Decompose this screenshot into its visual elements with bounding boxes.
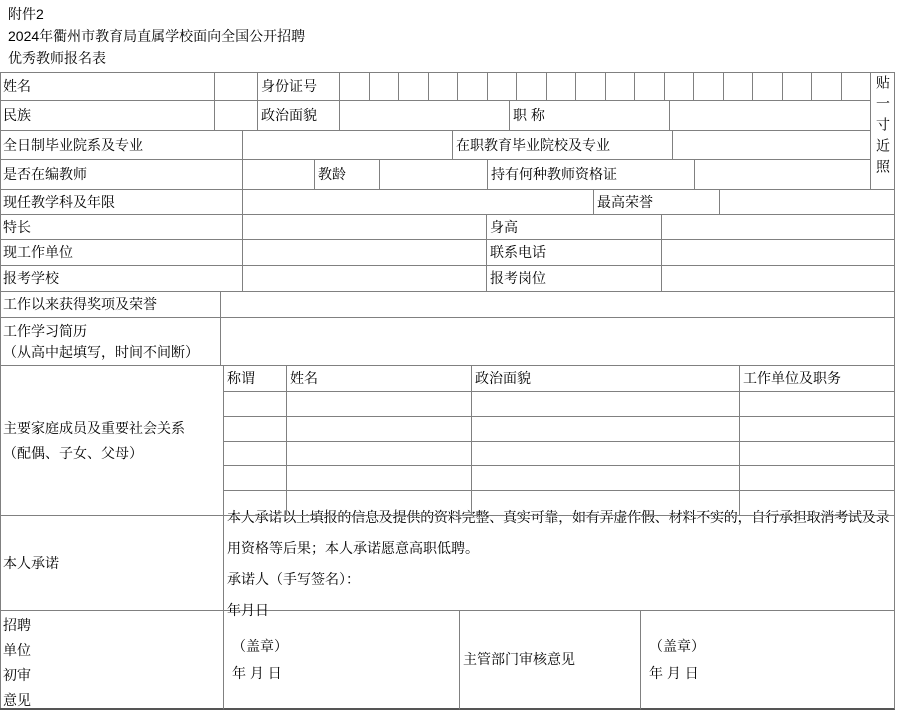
professional-title-label-cell: 职 称: [510, 101, 670, 131]
employer-label-cell: 现工作单位: [0, 240, 243, 266]
family-relation-cell[interactable]: [224, 417, 287, 442]
family-name-cell[interactable]: [287, 491, 472, 516]
id-digit-cell[interactable]: [399, 72, 429, 101]
pledge-content-cell: [224, 508, 895, 618]
attachment-label: 附件2: [8, 6, 44, 22]
current-subject-value-cell[interactable]: [243, 190, 594, 215]
political-status-value-cell[interactable]: [340, 101, 510, 131]
name-value-cell[interactable]: [215, 72, 258, 101]
family-relation-cell[interactable]: [224, 466, 287, 491]
phone-label-cell: 联系电话: [487, 240, 662, 266]
review-left-line2: 单位: [3, 642, 31, 658]
id-digit-cell[interactable]: [724, 72, 753, 101]
fulltime-education-label-cell: 全日制毕业院系及专业: [0, 131, 243, 160]
id-digit-cell[interactable]: [429, 72, 458, 101]
family-name-cell[interactable]: [287, 466, 472, 491]
id-digit-cell[interactable]: [606, 72, 635, 101]
id-digit-cell[interactable]: [812, 72, 842, 101]
review-left-line1: 招聘: [3, 617, 31, 633]
pledge-date-label: 年月日: [227, 601, 269, 618]
photo-instruction-text: 贴一寸近照: [875, 75, 891, 180]
seniority-label-cell: 教龄: [315, 160, 380, 190]
political-status-label-cell: 政治面貌: [258, 101, 340, 131]
height-value-cell[interactable]: [662, 215, 895, 240]
stamp-label-2: （盖章）: [649, 637, 705, 654]
id-digit-cell[interactable]: [458, 72, 488, 101]
family-name-cell[interactable]: [287, 417, 472, 442]
form-title-line1: 2024年衢州市教育局直属学校面向全国公开招聘: [8, 28, 306, 44]
family-relation-cell[interactable]: [224, 442, 287, 466]
family-workunit-cell[interactable]: [740, 466, 895, 491]
family-header-name-cell: 姓名: [287, 366, 472, 392]
professional-title-value-cell[interactable]: [670, 101, 871, 131]
family-name-cell[interactable]: [287, 442, 472, 466]
id-digit-cell[interactable]: [783, 72, 812, 101]
id-number-label-cell: 身份证号: [258, 72, 340, 101]
employer-value-cell[interactable]: [243, 240, 487, 266]
stamp-date-2: 年 月 日: [649, 664, 699, 681]
pledge-text-line1: 本人承诺以上填报的信息及提供的资料完整、真实可靠，如有弄虚作假、材料不实的，自行承担取消考试及录: [227, 508, 890, 525]
inservice-education-value-cell[interactable]: [673, 131, 871, 160]
pledge-label-cell: 本人承诺: [0, 516, 224, 611]
id-digit-cell[interactable]: [488, 72, 517, 101]
established-teacher-label-cell: 是否在编教师: [0, 160, 243, 190]
review-left-label-cell: [0, 611, 224, 710]
form-title-line2: 优秀教师报名表: [8, 50, 106, 66]
family-workunit-cell[interactable]: [740, 417, 895, 442]
apply-position-value-cell[interactable]: [662, 266, 895, 292]
phone-value-cell[interactable]: [662, 240, 895, 266]
family-political-cell[interactable]: [472, 442, 740, 466]
certificate-label-cell: 持有何种教师资格证: [488, 160, 695, 190]
family-header-relation-cell: 称谓: [224, 366, 287, 392]
current-subject-label-cell: 现任教学科及年限: [0, 190, 243, 215]
stamp-date-1: 年 月 日: [232, 664, 282, 681]
family-section-label-cell: [0, 366, 224, 516]
review-left-line4: 意见: [3, 692, 31, 708]
name-label-cell: 姓名: [0, 72, 215, 101]
ethnicity-value-cell[interactable]: [215, 101, 258, 131]
apply-position-label-cell: 报考岗位: [487, 266, 662, 292]
family-workunit-cell[interactable]: [740, 442, 895, 466]
family-political-cell[interactable]: [472, 466, 740, 491]
id-digit-cell[interactable]: [547, 72, 576, 101]
awards-label-cell: 工作以来获得奖项及荣誉: [0, 292, 221, 318]
family-political-cell[interactable]: [472, 417, 740, 442]
pledge-signer-label: 承诺人（手写签名）：: [227, 570, 360, 587]
id-digit-cell[interactable]: [753, 72, 783, 101]
family-workunit-cell[interactable]: [740, 392, 895, 417]
id-digit-cell[interactable]: [517, 72, 547, 101]
id-digit-cell[interactable]: [340, 72, 370, 101]
certificate-value-cell[interactable]: [695, 160, 871, 190]
family-relation-cell[interactable]: [224, 491, 287, 516]
highest-honor-label-cell: 最高荣誉: [594, 190, 720, 215]
review-left-line3: 初审: [3, 667, 31, 683]
dept-review-label-cell: 主管部门审核意见: [460, 611, 641, 710]
height-label-cell: 身高: [487, 215, 662, 240]
family-workunit-cell[interactable]: [740, 491, 895, 516]
specialty-label-cell: 特长: [0, 215, 243, 240]
id-digit-cell[interactable]: [370, 72, 399, 101]
resume-label-line2: （从高中起填写，时间不间断）: [3, 343, 199, 360]
id-digit-cell[interactable]: [842, 72, 871, 101]
family-section-label-line1: 主要家庭成员及重要社会关系: [3, 419, 185, 436]
family-political-cell[interactable]: [472, 491, 740, 516]
stamp-label-1: （盖章）: [232, 637, 288, 654]
pledge-text-line2: 用资格等后果；本人承诺愿意高职低聘。: [227, 539, 479, 556]
family-section-label-line2: （配偶、子女、父母）: [3, 444, 143, 461]
family-header-political-cell: 政治面貌: [472, 366, 740, 392]
review-stamp-cell-2: [641, 611, 895, 710]
resume-value-cell[interactable]: [221, 318, 895, 366]
review-stamp-cell-1: [224, 611, 460, 710]
ethnicity-label-cell: 民族: [0, 101, 215, 131]
resume-label-line1: 工作学习简历: [3, 322, 87, 339]
photo-instruction-cell: [870, 72, 895, 190]
highest-honor-value-cell[interactable]: [720, 190, 895, 215]
resume-label-cell: [0, 318, 221, 366]
apply-school-label-cell: 报考学校: [0, 266, 243, 292]
id-digit-cell[interactable]: [635, 72, 665, 101]
family-name-cell[interactable]: [287, 392, 472, 417]
fulltime-education-value-cell[interactable]: [243, 131, 453, 160]
id-digit-cell[interactable]: [576, 72, 606, 101]
id-digit-cell[interactable]: [694, 72, 724, 101]
family-political-cell[interactable]: [472, 392, 740, 417]
apply-school-value-cell[interactable]: [243, 266, 487, 292]
id-digit-cell[interactable]: [665, 72, 694, 101]
family-header-workunit-cell: 工作单位及职务: [740, 366, 895, 392]
family-relation-cell[interactable]: [224, 392, 287, 417]
inservice-education-label-cell: 在职教育毕业院校及专业: [453, 131, 673, 160]
established-teacher-value-cell[interactable]: [243, 160, 315, 190]
specialty-value-cell[interactable]: [243, 215, 487, 240]
seniority-value-cell[interactable]: [380, 160, 488, 190]
awards-value-cell[interactable]: [221, 292, 895, 318]
